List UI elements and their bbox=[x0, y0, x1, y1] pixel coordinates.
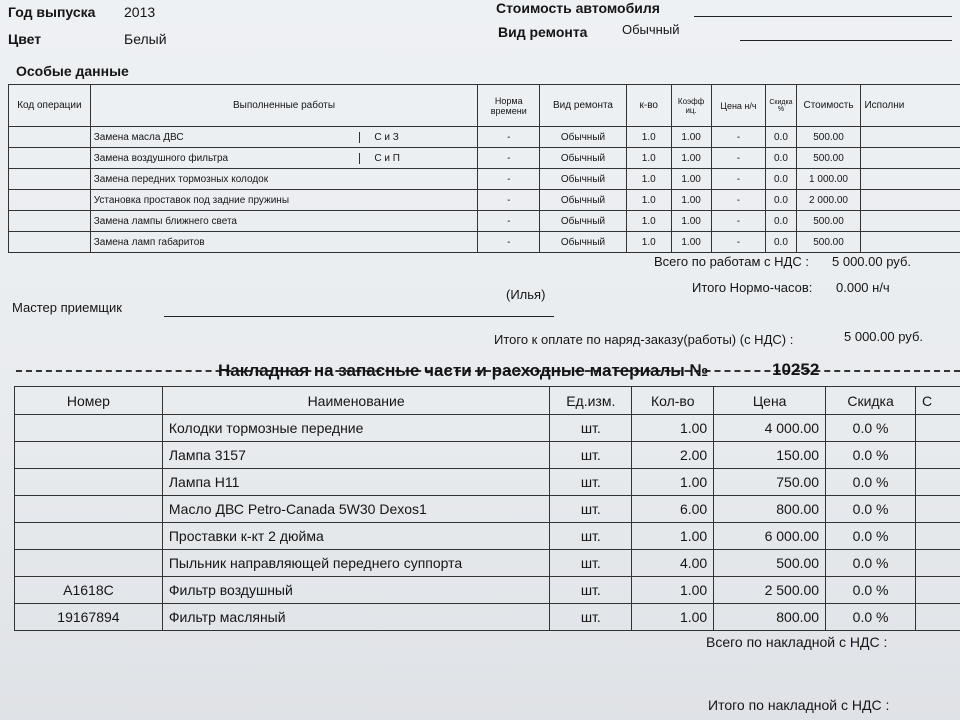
works-cell-qty: 1.0 bbox=[626, 127, 671, 148]
works-cell-exec bbox=[861, 190, 960, 211]
works-cell-coef: 1.00 bbox=[671, 211, 711, 232]
works-cell-code bbox=[9, 190, 91, 211]
works-cell-norm: - bbox=[478, 211, 540, 232]
invoice-total-label: Всего по накладной с НДС : bbox=[706, 634, 888, 650]
col-qty: к-во bbox=[626, 85, 671, 127]
works-cell-norm: - bbox=[478, 232, 540, 253]
parts-cell-disc: 0.0 % bbox=[826, 604, 916, 631]
works-cell-coef: 1.00 bbox=[671, 169, 711, 190]
works-cell-qty: 1.0 bbox=[626, 232, 671, 253]
parts-cell-extra bbox=[916, 415, 960, 442]
works-cell-work-name bbox=[90, 232, 478, 253]
works-cell-exec bbox=[861, 232, 960, 253]
parts-cell-name: Фильтр воздушный bbox=[162, 577, 549, 604]
works-cell-price: - bbox=[711, 148, 766, 169]
work-name: Замена воздушного фильтра bbox=[93, 152, 229, 164]
parts-cell-num bbox=[15, 523, 163, 550]
parts-cell-name: Масло ДВС Petro-Canada 5W30 Dexos1 bbox=[162, 496, 549, 523]
parts-cell-num: A1618C bbox=[15, 577, 163, 604]
col-exec: Исполни bbox=[861, 85, 960, 127]
parts-cell-qty: 2.00 bbox=[632, 442, 714, 469]
parts-cell-price: 800.00 bbox=[714, 604, 826, 631]
invoice-title: Накладная на запасные части и расходные материалы № bbox=[218, 361, 709, 380]
parts-cell-price: 2 500.00 bbox=[714, 577, 826, 604]
works-cell-coef: 1.00 bbox=[671, 190, 711, 211]
col-repair: Вид ремонта bbox=[540, 85, 627, 127]
parts-cell-disc: 0.0 % bbox=[826, 550, 916, 577]
works-cell-cost: 500.00 bbox=[796, 148, 861, 169]
works-cell-price: - bbox=[711, 211, 766, 232]
repair-type-value: Обычный bbox=[622, 22, 680, 37]
works-cell-disc: 0.0 bbox=[766, 148, 796, 169]
parts-cell-num bbox=[15, 496, 163, 523]
works-cell-exec bbox=[861, 148, 960, 169]
parts-cell-disc: 0.0 % bbox=[826, 496, 916, 523]
works-cell-qty: 1.0 bbox=[626, 148, 671, 169]
parts-cell-extra bbox=[916, 577, 960, 604]
work-name: Установка проставок под задние пружины bbox=[93, 194, 290, 206]
order-total-label: Итого к оплате по наряд-заказу(работы) (с НДС) : bbox=[494, 332, 794, 347]
parts-cell-extra bbox=[916, 469, 960, 496]
works-cell-price: - bbox=[711, 127, 766, 148]
repair-type-label: Вид ремонта bbox=[498, 24, 588, 40]
works-cell-price: - bbox=[711, 169, 766, 190]
works-cell-code bbox=[9, 148, 91, 169]
parts-cell-num bbox=[15, 415, 163, 442]
works-row bbox=[9, 127, 960, 148]
parts-cell-qty: 4.00 bbox=[632, 550, 714, 577]
col-norm: Норма времени bbox=[478, 85, 540, 127]
year-label: Год выпуска bbox=[8, 4, 96, 20]
works-cell-exec bbox=[861, 169, 960, 190]
parts-cell-name: Проставки к-кт 2 дюйма bbox=[162, 523, 549, 550]
works-cell-exec bbox=[861, 127, 960, 148]
parts-cell-extra bbox=[916, 523, 960, 550]
works-cell-coef: 1.00 bbox=[671, 232, 711, 253]
works-cell-cost: 1 000.00 bbox=[796, 169, 861, 190]
work-name: Замена лампы ближнего света bbox=[93, 215, 237, 227]
parts-cell-price: 800.00 bbox=[714, 496, 826, 523]
works-cell-cost: 500.00 bbox=[796, 211, 861, 232]
works-row bbox=[9, 169, 960, 190]
parts-cell-price: 6 000.00 bbox=[714, 523, 826, 550]
works-cell-work-name bbox=[90, 211, 478, 232]
parts-row bbox=[15, 577, 960, 604]
col-unit: Ед.изм. bbox=[550, 387, 632, 415]
parts-row bbox=[15, 523, 960, 550]
works-row bbox=[9, 211, 960, 232]
parts-cell-qty: 1.00 bbox=[632, 469, 714, 496]
parts-cell-num: 19167894 bbox=[15, 604, 163, 631]
work-name: Замена передних тормозных колодок bbox=[93, 173, 269, 185]
works-cell-price: - bbox=[711, 232, 766, 253]
col-extra: С bbox=[916, 387, 960, 415]
works-cell-disc: 0.0 bbox=[766, 232, 796, 253]
parts-row bbox=[15, 415, 960, 442]
parts-cell-price: 4 000.00 bbox=[714, 415, 826, 442]
works-cell-qty: 1.0 bbox=[626, 211, 671, 232]
color-label: Цвет bbox=[8, 31, 42, 47]
works-cell-code bbox=[9, 169, 91, 190]
parts-cell-name: Колодки тормозные передние bbox=[162, 415, 549, 442]
repair-type-line bbox=[740, 40, 952, 41]
parts-cell-extra bbox=[916, 604, 960, 631]
parts-cell-qty: 1.00 bbox=[632, 577, 714, 604]
parts-cell-unit: шт. bbox=[550, 523, 632, 550]
parts-row bbox=[15, 496, 960, 523]
works-cell-code bbox=[9, 211, 91, 232]
works-table bbox=[8, 84, 960, 253]
works-cell-repair: Обычный bbox=[540, 211, 627, 232]
parts-cell-name: Лампа 3157 bbox=[162, 442, 549, 469]
parts-cell-name: Пыльник направляющей переднего суппорта bbox=[162, 550, 549, 577]
works-cell-price: - bbox=[711, 190, 766, 211]
work-name: Замена масла ДВС bbox=[93, 131, 184, 143]
works-cell-repair: Обычный bbox=[540, 232, 627, 253]
order-total-value: 5 000.00 руб. bbox=[844, 329, 924, 344]
parts-cell-num bbox=[15, 442, 163, 469]
hours-label: Итого Нормо-часов: bbox=[692, 280, 813, 295]
parts-cell-unit: шт. bbox=[550, 469, 632, 496]
parts-table bbox=[14, 386, 960, 631]
col-name: Наименование bbox=[162, 387, 549, 415]
col-num: Номер bbox=[15, 387, 163, 415]
works-cell-repair: Обычный bbox=[540, 190, 627, 211]
works-total-value: 5 000.00 руб. bbox=[832, 254, 912, 269]
works-cell-exec bbox=[861, 211, 960, 232]
parts-cell-price: 150.00 bbox=[714, 442, 826, 469]
works-cell-work-name bbox=[90, 169, 478, 190]
works-cell-qty: 1.0 bbox=[626, 190, 671, 211]
works-cell-cost: 500.00 bbox=[796, 127, 861, 148]
works-cell-code bbox=[9, 232, 91, 253]
car-cost-label: Стоимость автомобиля bbox=[496, 0, 660, 16]
works-cell-disc: 0.0 bbox=[766, 169, 796, 190]
col-cost: Стоимость bbox=[796, 85, 861, 127]
parts-row bbox=[15, 550, 960, 577]
works-cell-norm: - bbox=[478, 127, 540, 148]
year-value: 2013 bbox=[124, 4, 156, 20]
works-cell-norm: - bbox=[478, 148, 540, 169]
works-row bbox=[9, 232, 960, 253]
works-cell-repair: Обычный bbox=[540, 148, 627, 169]
parts-cell-unit: шт. bbox=[550, 577, 632, 604]
col-price: Цена н/ч bbox=[711, 85, 766, 127]
parts-cell-price: 500.00 bbox=[714, 550, 826, 577]
parts-cell-disc: 0.0 % bbox=[826, 523, 916, 550]
parts-cell-extra bbox=[916, 496, 960, 523]
parts-cell-unit: шт. bbox=[550, 604, 632, 631]
works-cell-disc: 0.0 bbox=[766, 190, 796, 211]
works-cell-work-name bbox=[90, 148, 478, 169]
col-coef: Коэфф иц. bbox=[671, 85, 711, 127]
parts-cell-unit: шт. bbox=[550, 442, 632, 469]
works-cell-coef: 1.00 bbox=[671, 127, 711, 148]
works-row bbox=[9, 190, 960, 211]
parts-cell-qty: 1.00 bbox=[632, 415, 714, 442]
invoice-number: 10252 bbox=[772, 360, 820, 379]
parts-cell-unit: шт. bbox=[550, 496, 632, 523]
col-price: Цена bbox=[714, 387, 826, 415]
hours-value: 0.000 н/ч bbox=[836, 280, 890, 295]
invoice-grand-label: Итого по накладной с НДС : bbox=[708, 697, 890, 713]
col-disc: Скидка % bbox=[766, 85, 796, 127]
works-cell-repair: Обычный bbox=[540, 169, 627, 190]
work-tag: С и З bbox=[359, 132, 474, 143]
works-cell-coef: 1.00 bbox=[671, 148, 711, 169]
parts-cell-num bbox=[15, 550, 163, 577]
parts-cell-qty: 1.00 bbox=[632, 604, 714, 631]
parts-row bbox=[15, 469, 960, 496]
parts-row bbox=[15, 442, 960, 469]
parts-cell-extra bbox=[916, 442, 960, 469]
parts-cell-qty: 6.00 bbox=[632, 496, 714, 523]
master-signature-line bbox=[164, 316, 554, 317]
col-disc: Скидка bbox=[826, 387, 916, 415]
works-cell-cost: 500.00 bbox=[796, 232, 861, 253]
color-value: Белый bbox=[124, 31, 167, 47]
works-row bbox=[9, 148, 960, 169]
master-name: (Илья) bbox=[506, 287, 546, 302]
car-cost-line bbox=[694, 16, 952, 17]
parts-cell-disc: 0.0 % bbox=[826, 415, 916, 442]
parts-cell-disc: 0.0 % bbox=[826, 469, 916, 496]
works-cell-cost: 2 000.00 bbox=[796, 190, 861, 211]
parts-cell-unit: шт. bbox=[550, 415, 632, 442]
parts-cell-name: Фильтр масляный bbox=[162, 604, 549, 631]
col-code: Код операции bbox=[9, 85, 91, 127]
col-qty: Кол-во bbox=[632, 387, 714, 415]
works-cell-code bbox=[9, 127, 91, 148]
works-total-label: Всего по работам с НДС : bbox=[654, 254, 809, 269]
works-cell-work-name bbox=[90, 190, 478, 211]
work-name: Замена ламп габаритов bbox=[93, 236, 205, 248]
special-data-label: Особые данные bbox=[16, 63, 129, 79]
works-cell-repair: Обычный bbox=[540, 127, 627, 148]
works-cell-qty: 1.0 bbox=[626, 169, 671, 190]
parts-cell-qty: 1.00 bbox=[632, 523, 714, 550]
parts-row bbox=[15, 604, 960, 631]
works-cell-disc: 0.0 bbox=[766, 127, 796, 148]
parts-cell-num bbox=[15, 469, 163, 496]
master-label: Мастер приемщик bbox=[12, 300, 122, 315]
works-cell-disc: 0.0 bbox=[766, 211, 796, 232]
parts-cell-unit: шт. bbox=[550, 550, 632, 577]
col-work: Выполненные работы bbox=[90, 85, 478, 127]
works-cell-work-name bbox=[90, 127, 478, 148]
work-tag: С и П bbox=[359, 153, 474, 164]
parts-cell-extra bbox=[916, 550, 960, 577]
parts-cell-name: Лампа H11 bbox=[162, 469, 549, 496]
works-cell-norm: - bbox=[478, 190, 540, 211]
parts-cell-price: 750.00 bbox=[714, 469, 826, 496]
parts-cell-disc: 0.0 % bbox=[826, 442, 916, 469]
works-cell-norm: - bbox=[478, 169, 540, 190]
parts-cell-disc: 0.0 % bbox=[826, 577, 916, 604]
